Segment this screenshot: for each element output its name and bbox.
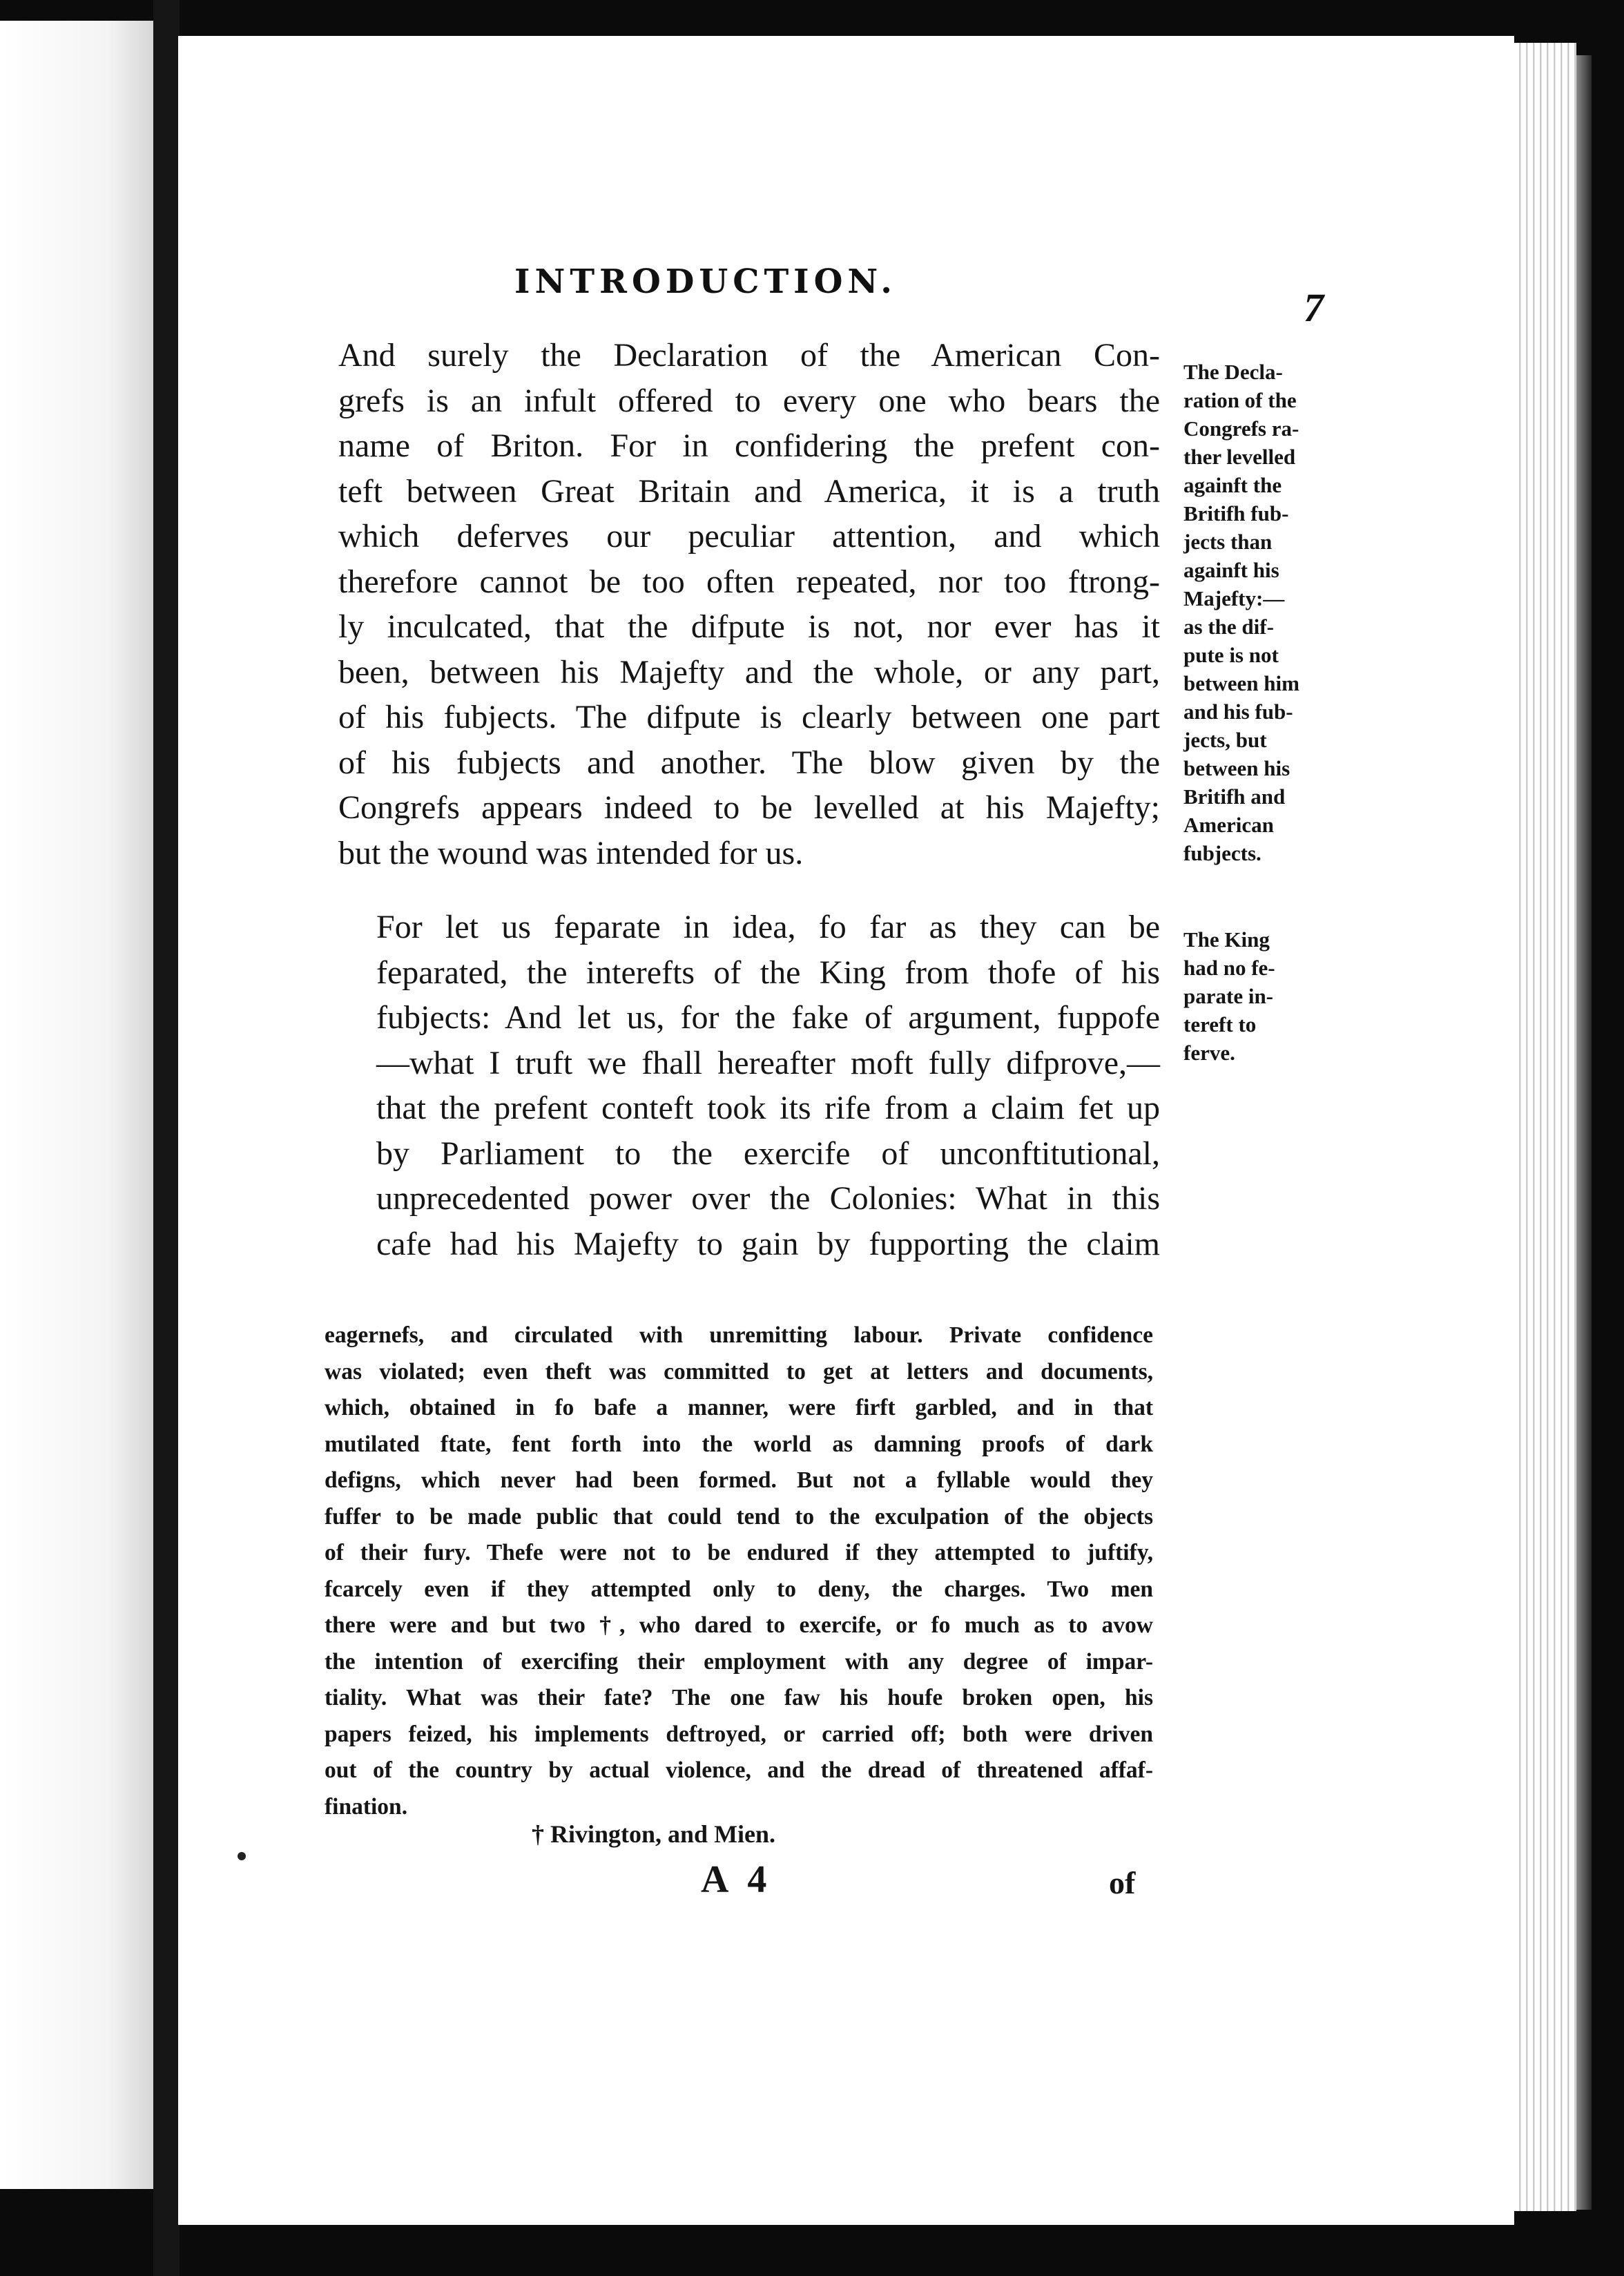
text-line: that the prefent conteft took its rife from a claim fet up: [376, 1090, 1160, 1126]
text-line: feparated, the interefts of the King from thofe of his: [376, 954, 1160, 991]
text-line: but the wound was intended for us.: [338, 834, 804, 871]
running-head: INTRODUCTION.: [514, 262, 897, 301]
side-note-line: jects than: [1183, 530, 1273, 554]
footnote-line: of their fury. Thefe were not to be endured if they attempted to juftify,: [325, 1540, 1153, 1565]
footnote-line: mutilated ftate, fent forth into the world as damning proofs of dark: [325, 1431, 1153, 1457]
side-note-declaration: [1183, 358, 1332, 867]
side-note-king: [1183, 925, 1332, 1067]
text-line: —what I truft we fhall hereafter moft fully difprove,—: [376, 1044, 1160, 1081]
signature-mark: A 4: [701, 1858, 773, 1901]
footnote-line: tiality. What was their fate? The one faw his houfe broken open, his: [325, 1685, 1153, 1710]
side-note-line: againft his: [1183, 558, 1279, 582]
page-block-edges: [1514, 43, 1576, 2211]
side-note-line: The King: [1183, 927, 1270, 952]
side-note-line: as the dif-: [1183, 615, 1274, 639]
text-line: teft between Great Britain and America, it is a truth: [338, 472, 1160, 510]
text-line: unprecedented power over the Colonies: What in this: [376, 1180, 1160, 1217]
page-number: 7: [1304, 285, 1324, 330]
footnote-line: fination.: [325, 1793, 408, 1820]
text-line: been, between his Majefty and the whole, or any part,: [338, 653, 1160, 691]
side-note-line: Congrefs ra-: [1183, 416, 1299, 441]
side-note-line: ther levelled: [1183, 445, 1296, 469]
text-line: which deferves our peculiar attention, and which: [338, 518, 1160, 554]
side-note-line: pute is not: [1183, 643, 1279, 667]
side-note-line: had no fe-: [1183, 956, 1275, 980]
side-note-line: againft the: [1183, 473, 1282, 497]
text-line: therefore cannot be too often repeated, nor too ftrong-: [338, 563, 1160, 600]
main-paragraph-2: [338, 905, 1160, 1266]
footnote-text: [325, 1318, 1153, 1825]
side-note-line: ferve.: [1183, 1041, 1235, 1065]
text-line: fubjects: And let us, for the fake of argument, fuppofe: [376, 999, 1160, 1036]
text-line: For let us feparate in idea, fo far as they can be: [376, 909, 1160, 945]
page-edge-shadow: [1576, 55, 1592, 2210]
catchword: of: [1109, 1865, 1136, 1900]
text-line: Congrefs appears indeed to be levelled at his Majefty;: [338, 789, 1160, 826]
text-line: of his fubjects. The difpute is clearly between one part: [338, 699, 1160, 735]
text-line: of his fubjects and another. The blow given by the: [338, 744, 1160, 781]
footnote-line: defigns, which never had been formed. But not a fyllable would they: [325, 1467, 1153, 1493]
footnote-line: out of the country by actual violence, and the dread of threatened affaf-: [325, 1757, 1153, 1783]
book-gutter: [153, 0, 180, 2276]
ink-spot: [238, 1852, 246, 1860]
text-line: name of Briton. For in confidering the prefent con-: [338, 427, 1160, 464]
side-note-line: parate in-: [1183, 984, 1274, 1008]
side-note-line: Britifh fub-: [1183, 501, 1289, 525]
side-note-line: The Decla-: [1183, 360, 1283, 384]
side-note-line: jects, but: [1183, 728, 1267, 752]
text-line: And surely the Declaration of the American Con-: [338, 337, 1160, 374]
text-line: grefs is an infult offered to every one who bears the: [338, 382, 1160, 419]
side-note-line: tereft to: [1183, 1012, 1257, 1036]
footnote-line: fuffer to be made public that could tend to the exculpation of the objects: [325, 1503, 1153, 1530]
footnote-line: which, obtained in fo bafe a manner, were firft garbled, and in that: [325, 1395, 1153, 1420]
footnote-line: eagernefs, and circulated with unremitting labour. Private confidence: [325, 1322, 1153, 1348]
main-paragraph-1: [338, 333, 1160, 876]
facing-page-edge: [0, 21, 153, 2189]
footnote-reference: † Rivington, and Mien.: [532, 1820, 776, 1848]
side-note-line: between his: [1183, 756, 1290, 780]
footnote-line: there were and but two †, who dared to exercife, or fo much as to avow: [325, 1612, 1153, 1638]
text-line: ly inculcated, that the difpute is not, nor ever has it: [338, 608, 1160, 645]
text-line: by Parliament to the exercife of unconftitutional,: [376, 1135, 1160, 1172]
side-note-line: ration of the: [1183, 388, 1297, 412]
side-note-line: fubjects.: [1183, 841, 1262, 865]
side-note-line: American: [1183, 813, 1274, 837]
text-line: cafe had his Majefty to gain by fupporting the claim: [376, 1225, 1160, 1262]
footnote-line: was violated; even theft was committed to get at letters and documents,: [325, 1358, 1153, 1385]
side-note-line: between him: [1183, 671, 1299, 695]
side-note-line: and his fub-: [1183, 700, 1293, 724]
footnote-line: papers feized, his implements deftroyed, or carried off; both were driven: [325, 1721, 1153, 1747]
side-note-line: Britifh and: [1183, 784, 1286, 809]
side-note-line: Majefty:—: [1183, 586, 1285, 610]
footnote-line: the intention of exercifing their employment with any degree of impar-: [325, 1648, 1153, 1675]
footnote-line: fcarcely even if they attempted only to deny, the charges. Two men: [325, 1576, 1153, 1602]
